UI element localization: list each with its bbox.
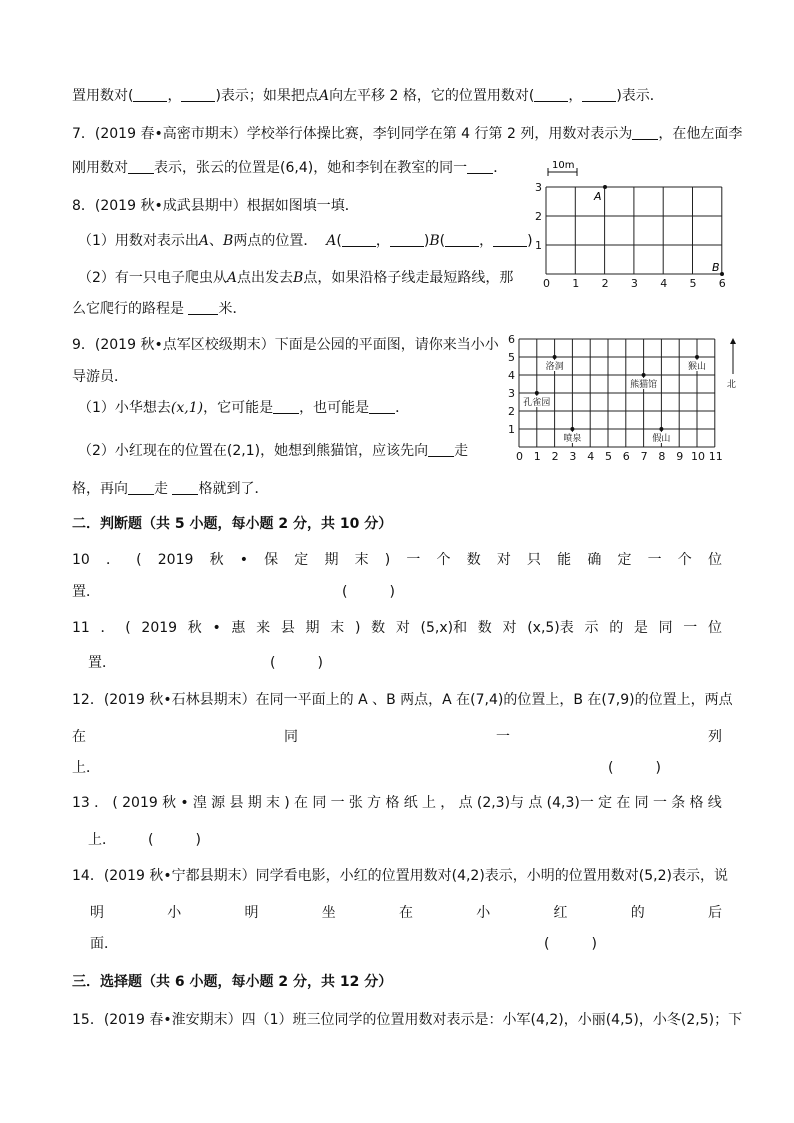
question-8-part1: （1）用数对表示出A、B两点的位置． A( ， )B( ， ) (78, 233, 533, 249)
place-dot (659, 427, 663, 431)
question-15-line1: 15．(2019 春•淮安期末）四（1）班三位同学的位置用数对表示是：小军(4,2)，小丽(4,5)，小冬(2,5)；下 (72, 1012, 743, 1028)
justified-token: 在 (616, 795, 631, 811)
justified-token: 小 (167, 905, 182, 921)
question-8-part2-cont: 么它爬行的路程是 米． (72, 301, 247, 317)
question-11-line2: 置． (88, 655, 116, 671)
answer-blank[interactable] (467, 159, 493, 174)
justified-token: • (239, 552, 248, 568)
justified-token: 方 (367, 795, 382, 811)
map-y-tick-label: 6 (508, 333, 515, 346)
x-tick-label: 0 (543, 277, 550, 290)
justified-token: ， (440, 795, 455, 811)
justified-token: 明 (244, 905, 259, 921)
justified-token: 对 (502, 620, 517, 636)
north-label: 北 (727, 380, 737, 390)
question-11-answer-parens[interactable]: ( ) (270, 655, 323, 671)
place-dot (553, 355, 557, 359)
justified-token: 的 (609, 620, 624, 636)
map-y-tick-label: 3 (508, 387, 515, 400)
justified-token: 对 (496, 552, 511, 568)
place-label: 喷泉 (563, 434, 582, 444)
place-label: 熊猫馆 (630, 380, 658, 390)
justified-token: 只 (527, 552, 542, 568)
justified-token: 同 (312, 795, 327, 811)
x-tick-label: 5 (689, 277, 697, 290)
justified-token: 秋 (187, 620, 202, 636)
y-tick-label: 3 (535, 181, 542, 194)
answer-blank[interactable] (188, 300, 218, 315)
y-tick-label: 2 (535, 210, 542, 223)
justified-token: 数 (477, 620, 492, 636)
justified-token: 一 (652, 795, 667, 811)
justified-token: 定 (294, 552, 309, 568)
answer-blank[interactable] (133, 87, 167, 102)
map-y-tick-label: 4 (508, 369, 515, 382)
map-x-tick-label: 5 (605, 450, 612, 463)
question-8-part2: （2）有一只电子爬虫从A点出发去B点，如果沿格子线走最短路线，那 (78, 270, 514, 286)
answer-blank[interactable] (273, 399, 299, 414)
x-tick-label: 6 (718, 277, 726, 290)
north-arrow (727, 338, 736, 390)
answer-blank[interactable] (172, 480, 198, 495)
justified-token: 湟 (192, 795, 207, 811)
justified-token: 坐 (321, 905, 336, 921)
justified-token: 源 (211, 795, 226, 811)
justified-token: 期 (324, 552, 339, 568)
answer-blank[interactable] (445, 232, 479, 247)
map-y-tick-label: 1 (508, 423, 515, 436)
justified-token: 张 (348, 795, 363, 811)
map-y-tick-label: 2 (508, 405, 515, 418)
question-10-answer-parens[interactable]: ( ) (342, 584, 395, 600)
place-label: 猴山 (688, 362, 707, 372)
place-label: 孔雀园 (523, 398, 551, 408)
map-places (521, 355, 708, 444)
justified-token: 一 (330, 795, 345, 811)
map-x-tick-label: 2 (551, 450, 559, 463)
justified-token: (4,3)一 (546, 795, 594, 811)
justified-token: 格 (385, 795, 400, 811)
map-x-tick-label: 7 (640, 450, 648, 463)
justified-token: 2019 (122, 795, 158, 811)
answer-blank[interactable] (493, 232, 527, 247)
place-label: 洛洞 (545, 362, 564, 372)
question-13-line2: 上． (88, 832, 116, 848)
justified-token: 小 (476, 905, 491, 921)
justified-token: 线 (707, 795, 722, 811)
answer-blank[interactable] (342, 232, 376, 247)
map-x-tick-label: 3 (569, 450, 577, 463)
justified-token: ) (354, 620, 361, 636)
map-x-tick-label: 6 (622, 450, 630, 463)
justified-token: 13 (72, 795, 90, 811)
justified-token: 末 (266, 795, 281, 811)
justified-token: 示 (584, 620, 599, 636)
place-dot (535, 391, 539, 395)
justified-token: 保 (264, 552, 279, 568)
justified-token: 的 (630, 905, 645, 921)
x-tick-label: 3 (630, 277, 638, 290)
justified-token: (2,3)与 (476, 795, 525, 811)
justified-token: 在 (399, 905, 413, 921)
map-x-tick-label: 8 (658, 450, 666, 463)
justified-token: 11 (72, 620, 90, 636)
question-12-answer-parens[interactable]: ( ) (608, 760, 661, 776)
justified-token: 个 (677, 552, 692, 568)
justified-token: 来 (256, 620, 271, 636)
grid-figure-q8 (528, 150, 738, 295)
justified-token: ． (105, 552, 120, 568)
scale-label: 10m (552, 160, 575, 171)
x-tick-label: 2 (601, 277, 609, 290)
justified-token: 能 (557, 552, 572, 568)
answer-blank[interactable] (369, 399, 395, 414)
justified-token: 是 (633, 620, 648, 636)
question-14-line1: 14．(2019 秋•宁都县期末）同学看电影，小红的位置用数对(4,2)表示，小明的位置用数对(5,2)表示，说 (72, 868, 728, 884)
justified-token: 对 (395, 620, 410, 636)
justified-token: 期 (305, 620, 320, 636)
y-tick-label: 1 (535, 239, 542, 252)
question-12-line3: 上． (72, 760, 100, 776)
question-12-line1: 12．(2019 秋•石林县期末）在同一平面上的 A 、B 两点，A 在(7,4)的位置上，B 在(7,9)的位置上，两点 (72, 692, 733, 708)
justified-token: 数 (371, 620, 386, 636)
answer-blank[interactable] (128, 480, 154, 495)
justified-token: 一 (496, 729, 510, 745)
question-14-answer-parens[interactable]: ( ) (544, 936, 597, 952)
question-9-part2-cont: 格，再向 走 格就到了． (72, 481, 269, 497)
point-b-label: B (712, 261, 720, 274)
justified-token: 在 (72, 729, 86, 745)
answer-blank[interactable] (428, 442, 454, 457)
justified-token: (5,x)和 (420, 620, 468, 636)
question-14-line3: 面． (90, 936, 118, 952)
question-9-title: 9．(2019 秋•点军区校级期末）下面是公园的平面图，请你来当小小 (72, 337, 499, 353)
justified-token: 2019 (157, 552, 194, 568)
question-11-line1 (72, 618, 722, 638)
x-tick-label: 4 (660, 277, 668, 290)
justified-token: 明 (90, 905, 104, 921)
park-map-figure-q9 (500, 332, 745, 464)
answer-blank[interactable] (128, 159, 154, 174)
question-10-line1 (72, 550, 722, 570)
justified-token: ( (112, 795, 118, 811)
justified-token: ( (136, 552, 142, 568)
question-13-line1 (72, 793, 722, 813)
place-dot (570, 427, 574, 431)
justified-token: 期 (247, 795, 262, 811)
justified-token: 个 (436, 552, 451, 568)
question-7-line2: 刚用数对 表示，张云的位置是(6,4)，她和李钊在教室的同一 ． (72, 160, 508, 176)
justified-token: 数 (466, 552, 481, 568)
justified-token: 末 (354, 552, 369, 568)
answer-blank[interactable] (582, 87, 616, 102)
map-x-tick-label: 4 (587, 450, 595, 463)
map-x-tick-label: 11 (708, 450, 723, 463)
map-x-tick-label: 0 (516, 450, 523, 463)
justified-token: 在 (294, 795, 309, 811)
question-9-part1: （1）小华想去(x,1)，它可能是 ，也可能是 ． (78, 400, 410, 416)
q6-continuation: 置用数对( ， )表示；如果把点A向左平移 2 格，它的位置用数对( ， )表示． (72, 88, 664, 104)
justified-token: ) (284, 795, 290, 811)
question-13-answer-parens[interactable]: ( ) (148, 832, 201, 848)
place-label: 假山 (652, 434, 671, 444)
justified-token: 县 (280, 620, 295, 636)
justified-token: 定 (617, 552, 632, 568)
justified-token: 定 (598, 795, 613, 811)
justified-token: 点 (458, 795, 473, 811)
x-tick-label: 1 (572, 277, 580, 290)
map-y-tick-label: 5 (508, 351, 515, 364)
answer-blank[interactable] (534, 87, 568, 102)
question-8-title: 8．(2019 秋•成武县期中）根据如图填一填． (72, 198, 359, 214)
justified-token: ) (384, 552, 391, 568)
map-x-tick-label: 9 (676, 450, 684, 463)
justified-token: 条 (671, 795, 686, 811)
section-2-heading: 二．判断题（共 5 小题，每小题 2 分，共 10 分） (72, 516, 393, 532)
justified-token: 一 (406, 552, 421, 568)
justified-token: 后 (708, 905, 722, 921)
justified-token: 同 (284, 729, 298, 745)
justified-token: 秋 (162, 795, 177, 811)
justified-token: 列 (708, 729, 722, 745)
justified-token: • (180, 795, 189, 811)
justified-token: ． (100, 620, 115, 636)
justified-token: 点 (528, 795, 543, 811)
justified-token: 确 (587, 552, 602, 568)
place-dot (695, 355, 699, 359)
question-12-line2 (72, 727, 722, 747)
justified-token: 10 (72, 552, 90, 568)
point-a-label: A (594, 190, 602, 203)
justified-token: 秋 (209, 552, 224, 568)
justified-token: • (212, 620, 221, 636)
map-grid-lines (519, 339, 715, 447)
map-x-tick-label: 1 (533, 450, 541, 463)
justified-token: (x,5)表 (527, 620, 574, 636)
justified-token: 2019 (141, 620, 178, 636)
justified-token: 惠 (231, 620, 246, 636)
question-14-line2 (90, 903, 722, 923)
justified-token: 县 (229, 795, 244, 811)
question-7-line1: 7．(2019 春•高密市期末）学校举行体操比赛，李钊同学在第 4 行第 2 列，用数对表示为 ，在他左面李 (72, 126, 743, 142)
justified-token: ( (125, 620, 131, 636)
justified-token: 上 (422, 795, 437, 811)
section-3-heading: 三．选择题（共 6 小题，每小题 2 分，共 12 分） (72, 974, 393, 990)
justified-token: 同 (634, 795, 649, 811)
justified-token: 位 (708, 620, 722, 636)
justified-token: 一 (683, 620, 698, 636)
question-9-part2: （2）小红现在的位置在(2,1)，她想到熊猫馆，应该先向 走 (78, 443, 469, 459)
answer-blank[interactable] (632, 125, 658, 140)
place-dot (642, 373, 646, 377)
question-9-title-cont: 导游员． (72, 369, 128, 385)
justified-token: 纸 (403, 795, 418, 811)
answer-blank[interactable] (181, 87, 215, 102)
point-a-dot (603, 185, 607, 189)
grid-lines (546, 187, 722, 274)
justified-token: 末 (330, 620, 345, 636)
point-b-dot (720, 272, 724, 276)
justified-token: 一 (647, 552, 662, 568)
map-x-tick-label: 10 (691, 450, 705, 463)
justified-token: 红 (553, 905, 568, 921)
justified-token: 格 (689, 795, 704, 811)
answer-blank[interactable] (390, 232, 424, 247)
question-10-line2: 置． (72, 584, 100, 600)
scale-bar (548, 160, 577, 176)
justified-token: 位 (707, 552, 722, 568)
justified-token: ． (94, 795, 109, 811)
justified-token: 同 (658, 620, 673, 636)
